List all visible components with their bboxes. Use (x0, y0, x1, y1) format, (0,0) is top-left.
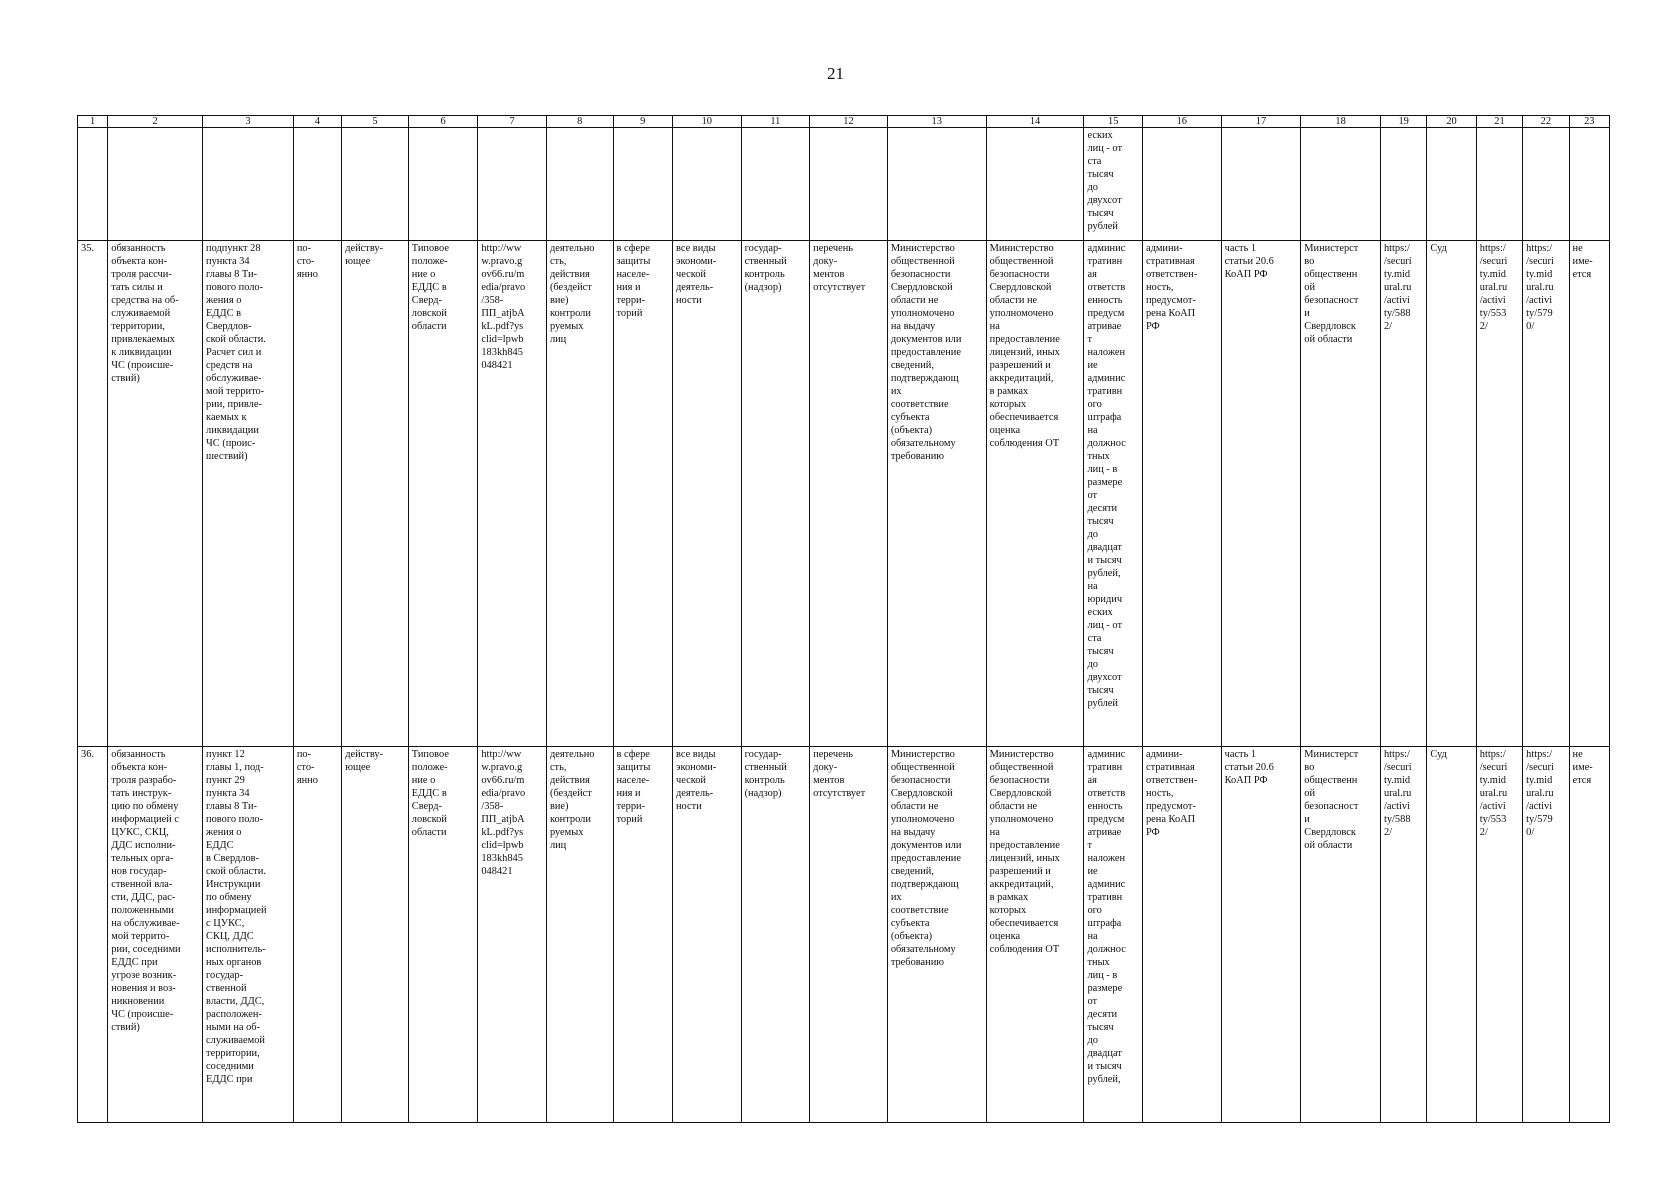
table-cell (1301, 747, 1381, 1123)
act-name: Типовое положе- ние о ЕДДС в Сверд- ловской области (411, 243, 449, 332)
column-number: 17 (1221, 116, 1301, 128)
note: не име- ется (1572, 749, 1593, 786)
table-cell (986, 241, 1084, 747)
table-cell (342, 241, 409, 747)
table-cell (1427, 747, 1476, 1123)
liability-type: админи- стративная ответствен- ность, предусмот- рена КоАП РФ (1145, 749, 1198, 838)
table-cell (408, 747, 478, 1123)
column-number: 10 (673, 116, 742, 128)
table-cell (293, 241, 341, 747)
link-21[interactable]: https:/ /securi ty.mid ural.ru /activi ty/553 2/ (1479, 243, 1508, 332)
table-cell (887, 241, 986, 747)
table-cell (546, 747, 613, 1123)
sphere: в сфере защиты населе- ния и терри- торий (616, 243, 651, 319)
activity-types: все виды экономи- ческой деятель- ности (676, 749, 717, 812)
table-cell (1142, 747, 1221, 1123)
court: Суд (1430, 749, 1447, 760)
obligation-text: обязанность объекта кон- троля рассчи- тать силы и средства на об- служиваемой территории, привлекаемых к ликвидации ЧС (происше- ствий) (111, 243, 179, 384)
table-cell (673, 747, 742, 1123)
table-cell (478, 241, 547, 747)
table-cell (613, 241, 673, 747)
periodicity: по- сто- янно (296, 749, 318, 786)
table-cell (1221, 241, 1301, 747)
sphere: в сфере защиты населе- ния и терри- торий (616, 749, 651, 825)
court: Суд (1430, 243, 1447, 254)
table-cell (1523, 241, 1569, 747)
table-row (78, 241, 1610, 747)
column-number: 23 (1569, 116, 1609, 128)
table-cell (203, 747, 294, 1123)
table-cell (108, 747, 203, 1123)
act-name: Типовое положе- ние о ЕДДС в Сверд- ловской области (411, 749, 449, 838)
table-cell (1142, 241, 1221, 747)
column-number: 20 (1427, 116, 1476, 128)
link-22[interactable]: https:/ /securi ty.mid ural.ru /activi ty/579 0/ (1526, 749, 1554, 838)
continuation-row (78, 128, 1610, 241)
column-number: 14 (986, 116, 1084, 128)
column-number: 19 (1380, 116, 1426, 128)
penalty-text: админис тративн ая ответств енность предусм атривае т наложен ие админис тративн ого штрафа на должнос тных лиц - в размере от десяти тысяч до двадцат и тысяч рублей, (1087, 749, 1126, 1085)
table-cell (1569, 241, 1609, 747)
table-cell (673, 241, 742, 747)
table-cell (1084, 241, 1142, 747)
register-table (77, 115, 1610, 1123)
table-cell (408, 241, 478, 747)
table-cell (342, 747, 409, 1123)
periodicity: по- сто- янно (296, 243, 318, 280)
table-cell (1084, 128, 1142, 241)
table-cell (108, 241, 203, 747)
table-cell (1380, 747, 1426, 1123)
column-number: 1 (78, 116, 108, 128)
note: не име- ется (1572, 243, 1593, 280)
column-number: 7 (478, 116, 547, 128)
column-number: 6 (408, 116, 478, 128)
page-number: 21 (827, 64, 844, 83)
table-cell (1476, 241, 1522, 747)
legal-reference: подпункт 28 пункта 34 главы 8 Ти- пового поло- жения о ЕДДС в Свердлов- ской области. Расчет сил и средств на обслуживае- мой террито- рии, привле- каемых к ликвидации ЧС (проис- шествий) (206, 243, 266, 462)
control-type: государ- ственный контроль (надзор) (744, 749, 787, 799)
control-type: государ- ственный контроль (надзор) (744, 243, 787, 293)
penalty-continuation: еских лиц - от ста тысяч до двухсот тысяч рублей (1087, 130, 1123, 232)
control-object: деятельно сть, действия (бездейст вие) контроли руемых лиц (549, 749, 595, 851)
column-number: 9 (613, 116, 673, 128)
table-cell (1084, 747, 1142, 1123)
column-number: 21 (1476, 116, 1522, 128)
status: действу- ющее (345, 243, 384, 267)
legal-reference: пункт 12 главы 1, под- пункт 29 пункта 34 главы 8 Ти- пового поло- жения о ЕДДС в Свердлов- ской области. Инструкции по обмену информацией с ЦУКС, СКЦ, ДДС исполнитель- ных органов государ- ственной власти, ДДС, расположен- ными на об- служиваемой территории, соседними ЕДДС при (206, 749, 267, 1085)
table-cell (1523, 747, 1569, 1123)
table-cell (1301, 241, 1381, 747)
table-cell (478, 747, 547, 1123)
activity-types: все виды экономи- ческой деятель- ности (676, 243, 717, 306)
column-number: 5 (342, 116, 409, 128)
status: действу- ющее (345, 749, 384, 773)
table-cell (546, 241, 613, 747)
koap-article: часть 1 статьи 20.6 КоАП РФ (1224, 749, 1274, 786)
table-cell (986, 747, 1084, 1123)
act-link[interactable]: http://ww w.pravo.g ov66.ru/m edia/pravo /358- ПП_atjbA kL.pdf?ys clid=lpwb 183kh845 048421 (481, 749, 526, 877)
table-cell (810, 241, 888, 747)
link-21[interactable]: https:/ /securi ty.mid ural.ru /activi ty/553 2/ (1479, 749, 1508, 838)
ministry: Министерст во общественн ой безопасност и Свердловск ой области (1304, 243, 1359, 345)
link-22[interactable]: https:/ /securi ty.mid ural.ru /activi ty/579 0/ (1526, 243, 1554, 332)
control-object: деятельно сть, действия (бездейст вие) контроли руемых лиц (549, 243, 595, 345)
table-row (78, 747, 1610, 1123)
column-number: 11 (741, 116, 810, 128)
table-cell (810, 747, 888, 1123)
column-number: 8 (546, 116, 613, 128)
column-number: 15 (1084, 116, 1142, 128)
penalty-text: админис тративн ая ответств енность предусм атривае т наложен ие админис тративн ого штрафа на должнос тных лиц - в размере от десяти тысяч до двадцат и тысяч рублей, на юридич еских лиц - от ста тысяч до двухсот тысяч рублей (1087, 243, 1126, 709)
table-cell (1569, 747, 1609, 1123)
licensing-authority: Министерство общественной безопасности Свердловской области не уполномочено на предоставление лицензий, иных разрешений и аккредитаций, в рамках которых обеспечивается оценка соблюдения ОТ (989, 749, 1060, 955)
table-cell (1380, 241, 1426, 747)
column-number: 16 (1142, 116, 1221, 128)
ministry-link[interactable]: https:/ /securi ty.mid ural.ru /activi ty/588 2/ (1383, 749, 1412, 838)
table-cell (613, 747, 673, 1123)
column-number: 13 (887, 116, 986, 128)
table-cell (1427, 241, 1476, 747)
licensing-authority: Министерство общественной безопасности Свердловской области не уполномочено на предоставление лицензий, иных разрешений и аккредитаций, в рамках которых обеспечивается оценка соблюдения ОТ (989, 243, 1060, 449)
table-cell (741, 747, 810, 1123)
table-cell (887, 747, 986, 1123)
documents-list: перечень доку- ментов отсутствует (813, 749, 866, 799)
column-number: 18 (1301, 116, 1381, 128)
column-number: 4 (293, 116, 341, 128)
ministry: Министерст во общественн ой безопасност и Свердловск ой области (1304, 749, 1359, 851)
table-cell (741, 241, 810, 747)
liability-type: админи- стративная ответствен- ность, предусмот- рена КоАП РФ (1145, 243, 1198, 332)
table-body (78, 116, 1610, 1123)
act-link[interactable]: http://ww w.pravo.g ov66.ru/m edia/pravo /358- ПП_atjbA kL.pdf?ys clid=lpwb 183kh845 048421 (481, 243, 526, 371)
obligation-text: обязанность объекта кон- троля разрабо- тать инструк- цию по обмену информацией с ЦУКС, СКЦ, ДДС исполни- тельных орга- нов государ- ственной вла- сти, ДДС, рас- положенными на обслуживае- мой террито- рии, соседними ЕДДС при угрозе возник- новения и воз- никновении ЧС (происше- ствий) (111, 749, 181, 1033)
column-number: 3 (203, 116, 294, 128)
koap-article: часть 1 статьи 20.6 КоАП РФ (1224, 243, 1274, 280)
table-cell (293, 747, 341, 1123)
ministry-link[interactable]: https:/ /securi ty.mid ural.ru /activi ty/588 2/ (1383, 243, 1412, 332)
column-number: 12 (810, 116, 888, 128)
column-number-row (78, 116, 1610, 128)
column-number: 2 (108, 116, 203, 128)
column-number: 22 (1523, 116, 1569, 128)
row-number: 36. (78, 747, 108, 1123)
table-cell (1221, 747, 1301, 1123)
documents-authority: Министерство общественной безопасности Свердловской области не уполномочено на выдачу документов или предоставление сведений, подтверждающ их соответствие субъекта (объекта) обязательному требованию (890, 749, 962, 968)
row-number: 35. (78, 241, 108, 747)
table-cell (203, 241, 294, 747)
table-cell (1476, 747, 1522, 1123)
documents-list: перечень доку- ментов отсутствует (813, 243, 866, 293)
documents-authority: Министерство общественной безопасности Свердловской области не уполномочено на выдачу документов или предоставление сведений, подтверждающ их соответствие субъекта (объекта) обязательному требованию (890, 243, 962, 462)
